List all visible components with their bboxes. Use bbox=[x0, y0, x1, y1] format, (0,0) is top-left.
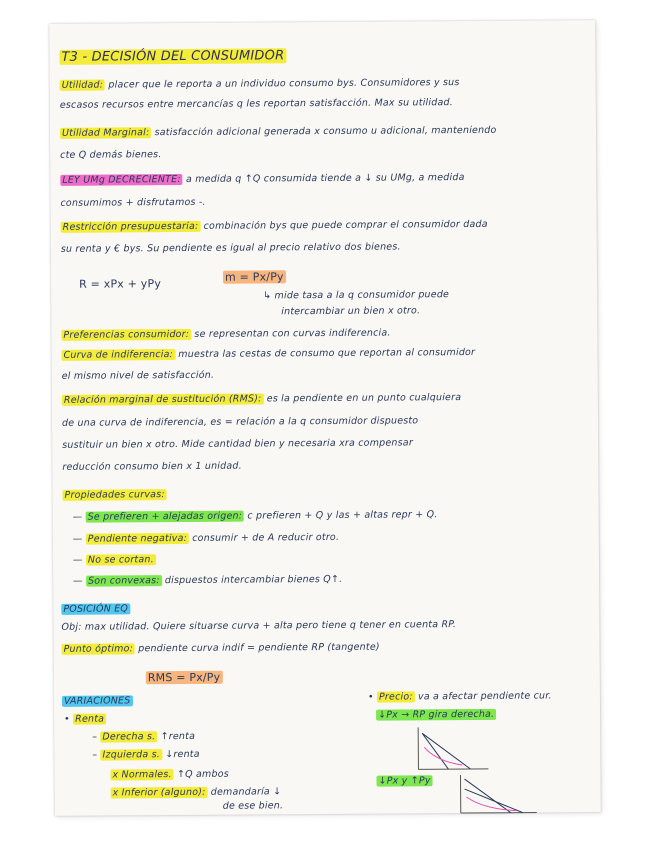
variaciones-header bbox=[62, 695, 133, 706]
rms-text-2: de una curva de indiferencia, es = relación a la q consumidor dispuesto bbox=[61, 415, 419, 429]
punto-optimo-text: pendiente curva indif = pendiente RP (tangente) bbox=[138, 641, 380, 655]
normales-term: x Normales. bbox=[112, 769, 172, 781]
precio-line: • Precio: va a afectar pendiente cur. bbox=[367, 690, 552, 703]
izquierda-term: Izquierda s. bbox=[102, 749, 161, 761]
curva-term: Curva de indiferencia: bbox=[63, 349, 174, 361]
propiedad-term: No se cortan. bbox=[87, 554, 154, 566]
precio-term: Precio: bbox=[378, 691, 413, 703]
propiedad-item: — Pendiente negativa: consumir + de A reducir otro. bbox=[72, 531, 340, 545]
inferior-term: x Inferior (alguno): bbox=[112, 786, 206, 799]
propiedades-header bbox=[62, 489, 166, 501]
restriccion-text-2: su renta y € bys. Su pendiente es igual al precio relativo dos bienes. bbox=[60, 241, 401, 255]
propiedad-item: — Se prefieren + alejadas origen: c prefieren + Q y las + altas repr + Q. bbox=[72, 509, 438, 523]
slope-note-2: intercambiar un bien x otro. bbox=[281, 305, 421, 318]
budget-rotation-graph-1 bbox=[412, 725, 492, 774]
preferencias-line bbox=[61, 328, 390, 341]
precio-text: va a afectar pendiente cur. bbox=[417, 690, 552, 703]
ley-text-1: a medida q ↑Q consumida tiende a ↓ su UMg, a medida bbox=[185, 172, 465, 185]
budget-rotation-graph-2 bbox=[452, 772, 542, 817]
px-py-line bbox=[376, 775, 432, 786]
preferencias-term: Preferencias consumidor: bbox=[63, 328, 190, 341]
punto-optimo-term: Punto óptimo: bbox=[63, 643, 134, 655]
ley-term: LEY UMg DECRECIENTE: bbox=[62, 174, 181, 186]
budget-line-original bbox=[422, 733, 448, 769]
posicion-header-text: POSICIÓN EQ bbox=[63, 603, 129, 615]
restriccion-term: Restricción presupuestaria: bbox=[62, 220, 199, 233]
slope-formula-text: m = Px/Py bbox=[224, 270, 284, 284]
utilidad-text-2: escasos recursos entre mercancías q les reportan satisfacción. Max su utilidad. bbox=[59, 97, 453, 111]
inferior-text-1: demandaría ↓ bbox=[210, 786, 282, 798]
utilidad-line-1 bbox=[60, 77, 460, 91]
ley-text-2: consumimos + disfrutamos -. bbox=[60, 196, 206, 209]
rms-text-1: es la pendiente en un punto cualquiera bbox=[266, 392, 462, 405]
px-down-line bbox=[376, 709, 496, 721]
budget-line-rotated bbox=[422, 733, 470, 769]
propiedad-text: c prefieren + Q y las + altas repr + Q. bbox=[247, 509, 438, 522]
umg-term: Utilidad Marginal: bbox=[61, 127, 150, 139]
umg-line-1 bbox=[60, 125, 497, 139]
ley-line-1 bbox=[60, 172, 464, 186]
derecha-term: Derecha s. bbox=[102, 731, 156, 743]
budget-line-a bbox=[465, 779, 511, 813]
izquierda-text: ↓renta bbox=[165, 748, 200, 761]
restriccion-line-1 bbox=[61, 219, 488, 233]
normales-line bbox=[110, 769, 228, 781]
px-down-text: ↓Px → RP gira derecha. bbox=[378, 708, 495, 721]
rms-line-1 bbox=[62, 392, 461, 406]
umg-text-1: satisfacción adicional generada x consumo u adicional, manteniendo bbox=[154, 124, 497, 139]
page-title bbox=[59, 48, 286, 65]
preferencias-text: se representan con curvas indiferencia. bbox=[194, 327, 391, 340]
umg-text-2: cte Q demás bienes. bbox=[60, 149, 162, 161]
propiedad-term: Pendiente negativa: bbox=[87, 532, 188, 545]
propiedad-item: — Son convexas: dispuestos intercambiar bienes Q↑. bbox=[73, 573, 343, 587]
propiedad-term: Son convexas: bbox=[88, 575, 160, 587]
curva-line-1 bbox=[62, 347, 476, 361]
propiedad-item: — No se cortan. bbox=[72, 554, 154, 566]
posicion-objetivo: Obj: max utilidad. Quiere situarse curva + alta pero tiene q tener en cuenta RP. bbox=[61, 619, 457, 633]
rms-text-3: sustituir un bien x otro. Mide cantidad bien y necesaria xra compensar bbox=[62, 437, 413, 451]
budget-formula: R = xPx + yPy bbox=[79, 277, 162, 291]
curva-text-2: el mismo nivel de satisfacción. bbox=[61, 369, 215, 382]
utilidad-term: Utilidad: bbox=[61, 79, 104, 91]
izquierda-line: – Izquierda s. ↓renta bbox=[92, 748, 200, 761]
rms-equation bbox=[146, 671, 223, 685]
rms-equation-text: RMS = Px/Py bbox=[147, 670, 221, 685]
derecha-line: – Derecha s. ↑renta bbox=[92, 730, 196, 743]
renta-term: Renta bbox=[75, 713, 105, 725]
propiedad-text: consumir + de A reducir otro. bbox=[192, 531, 340, 544]
restriccion-text-1: combinación bys que puede comprar el consumidor dada bbox=[203, 218, 488, 232]
propiedad-term: Se prefieren + alejadas origen: bbox=[87, 510, 243, 523]
page-title-text: T3 - DECISIÓN DEL CONSUMIDOR bbox=[61, 48, 285, 65]
utilidad-text-1: placer que le reporta a un individuo consumo bys. Consumidores y sus bbox=[108, 77, 460, 91]
propiedad-text: dispuestos intercambiar bienes Q↑. bbox=[164, 573, 343, 587]
graph-x-axis bbox=[461, 813, 537, 814]
curva-text-1: muestra las cestas de consumo que reportan al consumidor bbox=[178, 346, 476, 361]
variaciones-header-text: VARIACIONES bbox=[63, 695, 131, 707]
slope-note-1: ↳ mide tasa a la q consumidor puede bbox=[263, 289, 450, 302]
propiedades-term: Propiedades curvas: bbox=[64, 489, 165, 501]
notebook-page bbox=[49, 20, 601, 816]
rms-text-4: reducción consumo bien x 1 unidad. bbox=[62, 460, 242, 473]
normales-text: ↑Q ambos bbox=[176, 768, 229, 781]
px-py-text: ↓Px y ↑Py bbox=[378, 775, 431, 787]
slope-formula bbox=[223, 270, 286, 283]
punto-optimo-line bbox=[62, 642, 380, 655]
rms-term: Relación marginal de sustitución (RMS): bbox=[63, 393, 262, 406]
renta-bullet: • Renta bbox=[64, 713, 105, 725]
posicion-header bbox=[61, 603, 130, 614]
inferior-line bbox=[111, 786, 282, 798]
derecha-text: ↑renta bbox=[160, 730, 196, 743]
inferior-text-2: de ese bien. bbox=[222, 800, 284, 812]
